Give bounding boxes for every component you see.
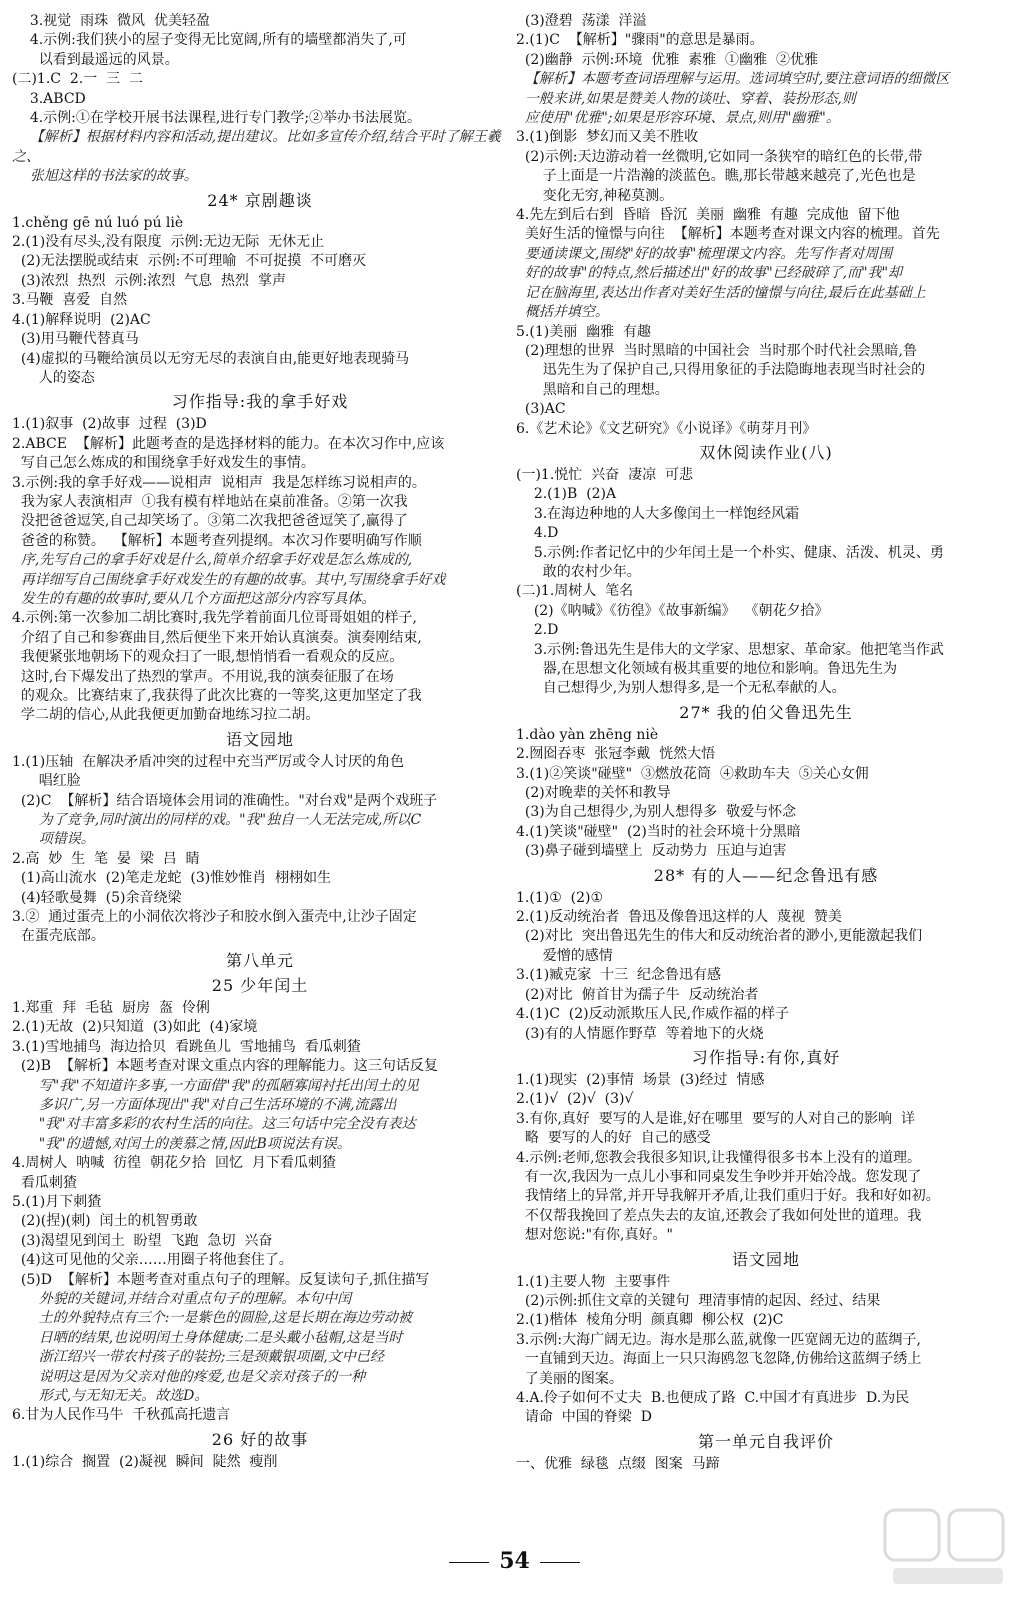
section-heading: 语文园地	[731, 1249, 800, 1269]
answer-line: (3)浓烈 热烈 示例:浓烈 气息 热烈 掌声	[12, 272, 286, 289]
answer-line: 6.《艺术论》《文艺研究》《小说译》《萌芽月刊》	[516, 420, 817, 437]
answer-line: (3)鼻子碰到墙壁上 反动势力 压迫与迫害	[516, 843, 787, 860]
answer-line: 迅先生为了保护自己,只得用象征的手法隐晦地表现当时社会的	[516, 362, 926, 379]
answer-line: 4.示例:老师,您教会我很多知识,让我懂得很多书本上没有的道理。	[516, 1149, 921, 1166]
section-heading: 第一单元自我评价	[697, 1431, 834, 1451]
answer-line: 2.ABCE 【解析】此题考查的是选择材料的能力。在本次习作中,应该	[12, 435, 445, 452]
section-heading: 25 少年闰土	[211, 975, 309, 995]
answer-line: (2)理想的世界 当时黑暗的中国社会 当时那个时代社会黑暗,鲁	[516, 342, 917, 359]
answer-line: (2)无法摆脱或结束 示例:不可理喻 不可捉摸 不可磨灭	[12, 253, 367, 270]
answer-line: (3)为自己想得少,为别人想得多 敬爱与怀念	[516, 804, 797, 821]
page-number-rule-left	[449, 1562, 489, 1563]
answer-line: (一)1.悦忙 兴奋 凄凉 可悲	[516, 466, 693, 483]
explanation-line: 好的故事"的特点,然后描述出"好的故事"已经破碎了,而"我"却	[516, 265, 903, 282]
explanation-line: 说明这是因为父亲对他的疼爱,也是父亲对孩子的一种	[12, 1368, 366, 1385]
explanation-line: "我"的遗憾,对闰土的羡慕之情,因此B项说法有误。	[12, 1135, 351, 1152]
answer-line: (2)C 【解析】结合语境体会用词的准确性。"对台戏"是两个戏班子	[12, 792, 438, 809]
answer-line: 3.② 通过蛋壳上的小洞依次将沙子和胶水倒入蛋壳中,让沙子固定	[12, 909, 417, 926]
answer-line: (2)(捏)(刺) 闰土的机智勇敢	[12, 1213, 198, 1230]
answer-line: 4.(1)笑谈"碰壁" (2)当时的社会环境十分黑暗	[516, 823, 801, 840]
answer-line: 2.(1)无故 (2)只知道 (3)如此 (4)家境	[12, 1019, 258, 1036]
answer-line: 4.先左到后右到 昏暗 昏沉 美丽 幽雅 有趣 完成他 留下他	[516, 207, 900, 224]
section-heading: 习作指导:我的拿手好戏	[171, 392, 349, 412]
answer-line: 子上面是一片浩瀚的淡蓝色。瞧,那长带越来越亮了,光色也是	[516, 168, 916, 185]
explanation-line: 为了竞争,同时演出的同样的戏。"我"独自一人无法完成,所以C	[12, 812, 422, 829]
answer-line: (4)虚拟的马鞭给演员以无穷无尽的表演自由,能更好地表现骑马	[12, 350, 410, 367]
answer-line: (4)轻歌曼舞 (5)余音绕梁	[12, 889, 182, 906]
answer-line: (3)AC	[516, 401, 566, 418]
answer-line: 5.示例:作者记忆中的少年闰土是一个朴实、健康、活泼、机灵、勇	[516, 544, 944, 561]
explanation-line: 形式,与无知无关。故选D。	[12, 1388, 209, 1404]
watermark-logo-icon	[879, 1502, 1019, 1592]
answer-line: (3)渴望见到闰土 盼望 飞跑 急切 兴奋	[12, 1232, 273, 1249]
answer-line: (2)幽静 示例:环境 优雅 素雅 ①幽雅 ②优雅	[516, 51, 818, 68]
answer-line: 1.(1)主要人物 主要事件	[516, 1273, 671, 1290]
page-number-rule-right	[540, 1562, 580, 1563]
answer-line: 黑暗和自己的理想。	[516, 381, 669, 398]
answer-line: 1.chěng gē nú luó pú liè	[12, 214, 184, 231]
explanation-line: 外貌的关键词,并结合对重点句子的理解。本句中闰	[12, 1290, 352, 1307]
section-heading: 双休阅读作业(八)	[699, 442, 833, 462]
answer-line: 2.囫囵吞枣 张冠李戴 恍然大悟	[516, 746, 716, 763]
left-column	[12, 12, 508, 1472]
answer-line: (3)澄碧 荡漾 洋溢	[516, 13, 647, 29]
answer-line: 1.dào yàn zhēng niè	[516, 726, 659, 743]
explanation-line: 再详细写自己围绕拿手好戏发生的有趣的故事。其中,写围绕拿手好戏	[12, 571, 446, 588]
answer-line: 4.(1)解释说明 (2)AC	[12, 311, 151, 328]
explanation-line: 土的外貌特点有三个:一是紫色的圆脸,这是长期在海边劳动被	[12, 1310, 412, 1327]
answer-line: 4.示例:第一次参加二胡比赛时,我先学着前面几位哥哥姐姐的样子,	[12, 610, 417, 627]
section-heading: 第八单元	[225, 950, 294, 970]
answer-line: (二)1.周树人 笔名	[516, 583, 634, 600]
answer-line: 6.甘为人民作马牛 千秋孤高托遗言	[12, 1407, 231, 1424]
answer-line: 以看到最遥远的风景。	[12, 51, 179, 68]
answer-line: 1.(1)压轴 在解决矛盾冲突的过程中充当严厉或令人讨厌的角色	[12, 753, 405, 770]
answer-line: 4.周树人 呐喊 彷徨 朝花夕拾 回忆 月下看瓜刺猹	[12, 1155, 336, 1172]
section-heading: 24* 京剧趣谈	[207, 190, 313, 210]
answer-line: 我为家人表演相声 ①我有模有样地站在桌前准备。②第一次我	[12, 493, 408, 510]
answer-line: 2.(1)楷体 棱角分明 颜真卿 柳公权 (2)C	[516, 1312, 784, 1329]
answer-line: (3)有的人情愿作野草 等着地下的火烧	[516, 1025, 764, 1042]
answer-line: 3.示例:大海广阔无边。海水是那么蓝,就像一匹宽阔无边的蓝绸子,	[516, 1331, 921, 1348]
answer-line: (2)对比 突出鲁迅先生的伟大和反动统治者的渺小,更能激起我们	[516, 928, 923, 945]
answer-line: 的观众。比赛结束了,我获得了此次比赛的一等奖,这更加坚定了我	[12, 688, 422, 704]
answer-line: 略 要写的人的好 自己的感受	[516, 1130, 711, 1147]
answer-line: 2.高 妙 生 笔 晏 梁 吕 睛	[12, 850, 200, 867]
answer-line: 我便紧张地朝场下的观众扫了一眼,想悄悄看一看观众的反应。	[12, 649, 404, 666]
answer-line: (二)1.C 2.一 三 二	[12, 71, 144, 88]
answer-line: 美好生活的憧憬与向往 【解析】本题考查对课文内容的梳理。首先	[516, 226, 940, 243]
explanation-line: 发生的有趣的故事时,要从几个方面把这部分内容写具体。	[12, 590, 376, 607]
answer-line: 2.(1)没有尽头,没有限度 示例:无边无际 无休无止	[12, 234, 325, 251]
answer-line: 有一次,我因为一点儿小事和同桌发生争吵并开始冷战。您发现了	[516, 1168, 922, 1185]
answer-line: 我情绪上的异常,并开导我解开矛盾,让我们重归于好。我和好如初。	[516, 1188, 940, 1205]
answer-line: 1.(1)现实 (2)事情 场景 (3)经过 情感	[516, 1071, 765, 1088]
answer-line: 1.(1)① (2)①	[516, 889, 604, 906]
answer-line: (2)《呐喊》《彷徨》《故事新编》 《朝花夕拾》	[516, 602, 829, 619]
answer-line: (3)用马鞭代替真马	[12, 331, 139, 348]
answer-line: 人的姿态	[12, 369, 95, 386]
answer-line: 2.(1)√ (2)√ (3)√	[516, 1091, 634, 1108]
answer-line: 3.(1)臧克家 十三 纪念鲁迅有感	[516, 967, 721, 984]
answer-line: (2)示例:天边游动着一丝微明,它如同一条狭窄的暗红色的长带,带	[516, 148, 923, 165]
answer-line: 1.(1)叙事 (2)故事 过程 (3)D	[12, 416, 207, 433]
answer-line: (1)高山流水 (2)笔走龙蛇 (3)惟妙惟肖 栩栩如生	[12, 870, 332, 887]
answer-line: 3.示例:鲁迅先生是伟大的文学家、思想家、革命家。他把笔当作武	[516, 641, 944, 658]
explanation-line: 概括并填空。	[516, 304, 609, 321]
answer-line: 爸爸的称赞。 【解析】本题考查列提纲。本次习作要明确写作顺	[12, 532, 422, 549]
answer-line: 2.(1)B (2)A	[516, 486, 617, 503]
answer-line: 这时,台下爆发出了热烈的掌声。不用说,我的演奏征服了在场	[12, 668, 394, 685]
section-heading: 28* 有的人——纪念鲁迅有感	[653, 865, 879, 885]
answer-line: 3.有你,真好 要写的人是谁,好在哪里 要写的人对自己的影响 详	[516, 1110, 915, 1127]
answer-line: 3.(1)雪地捕鸟 海边拾贝 看跳鱼儿 雪地捕鸟 看瓜刺猹	[12, 1038, 361, 1055]
answer-line: 3.马鞭 喜爱 自然	[12, 292, 128, 309]
explanation-line: 【解析】本题考查词语理解与运用。选词填空时,要注意词语的细微区	[516, 71, 950, 88]
answer-line: (4)这可见他的父亲……用圈子将他套住了。	[12, 1252, 293, 1269]
answer-line: 看瓜刺猹	[12, 1174, 77, 1191]
section-heading: 习作指导:有你,真好	[691, 1047, 841, 1067]
answer-line: 写自己怎么炼成的和围绕拿手好戏发生的事情。	[12, 455, 315, 472]
answer-line: 1.(1)综合 搁置 (2)凝视 瞬间 陡然 瘦削	[12, 1453, 278, 1470]
page-number	[0, 1548, 1029, 1574]
answer-line: 3.视觉 雨珠 微风 优美轻盈	[12, 13, 210, 29]
answer-line: 1.郑重 拜 毛毡 厨房 盔 伶俐	[12, 999, 210, 1016]
answer-line: 3.示例:我的拿手好戏——说相声 说相声 我是怎样练习说相声的。	[12, 474, 426, 491]
answer-line: 在蛋壳底部。	[12, 928, 105, 945]
answer-line: (2)对晚辈的关怀和教导	[516, 785, 671, 802]
answer-line: 介绍了自己和参赛曲目,然后便坐下来开始认真演奏。演奏刚结束,	[12, 629, 422, 646]
answer-line: 一、优雅 绿毯 点缀 图案 马蹄	[516, 1455, 720, 1472]
explanation-line: 日晒的结果,也说明闰土身体健康;二是头戴小毡帽,这是当时	[12, 1329, 403, 1346]
answer-line: 3.(1)②笑谈"碰壁" ③燃放花筒 ④救助车夫 ⑤关心女佣	[516, 765, 869, 782]
answer-line: 3.ABCD	[12, 90, 86, 107]
answer-line: (2)B 【解析】本题考查对课文重点内容的理解能力。这三句话反复	[12, 1058, 438, 1075]
explanation-line: 张旭这样的书法家的故事。	[12, 168, 198, 185]
page-number-text: 54	[499, 1548, 530, 1574]
right-column	[516, 12, 1016, 1474]
answer-line: 没把爸爸逗笑,自己却笑场了。③第二次我把爸爸逗笑了,赢得了	[12, 513, 408, 530]
answer-line: (2)示例:抓住文章的关键句 理清事情的起因、经过、结果	[516, 1292, 881, 1309]
section-heading: 27* 我的伯父鲁迅先生	[679, 702, 853, 722]
explanation-line: 多识广,另一方面体现出"我"对自己生活环境的不满,流露出	[12, 1096, 397, 1113]
answer-line: 3.(1)倒影 梦幻而又美不胜收	[516, 129, 699, 146]
answer-line: 4.A.伶子如何不丈夫 B.也便成了路 C.中国才有真进步 D.为民	[516, 1390, 910, 1406]
answer-line: 学二胡的信心,从此我便更加勤奋地练习拉二胡。	[12, 707, 320, 724]
answer-line: 唱红脸	[12, 773, 81, 790]
section-heading: 26 好的故事	[211, 1429, 309, 1449]
explanation-line: 浙江绍兴一带农村孩子的装扮;三是颈戴银项圈,文中已经	[12, 1349, 384, 1366]
answer-line: 5.(1)美丽 幽雅 有趣	[516, 323, 651, 340]
explanation-line: "我"对丰富多彩的农村生活的向往。这三句话中完全没有表达	[12, 1116, 416, 1133]
answer-line: 请命 中国的脊梁 D	[516, 1409, 652, 1426]
answer-line: 2.(1)反动统治者 鲁迅及像鲁迅这样的人 蔑视 赞美	[516, 909, 842, 926]
answer-line: 2.(1)C 【解析】"骤雨"的意思是暴雨。	[516, 32, 764, 49]
answer-line: 自己想得少,为别人想得多,是一个无私奉献的人。	[516, 680, 846, 697]
answer-line: 3.在海边种地的人大多像闰土一样饱经风霜	[516, 505, 800, 522]
answer-line: (5)D 【解析】本题考查对重点句子的理解。反复读句子,抓住描写	[12, 1271, 430, 1288]
explanation-line: 应使用"优雅";如果是形容环境、景点,则用"幽雅"。	[516, 110, 840, 127]
answer-line: 4.(1)C (2)反动派欺压人民,作威作福的样子	[516, 1006, 790, 1023]
explanation-line: 项错误。	[12, 831, 95, 848]
answer-line: 了美丽的图案。	[516, 1370, 623, 1387]
answer-line: 4.示例:我们狭小的屋子变得无比宽阔,所有的墙壁都消失了,可	[12, 32, 407, 49]
answer-line: 想对您说:"有你,真好。"	[516, 1227, 673, 1244]
answer-line: 不仅帮我挽回了差点失去的友谊,还教会了我如何处世的道理。我	[516, 1207, 922, 1224]
answer-line: 变化无穷,神秘莫测。	[516, 187, 674, 204]
answer-line: 一直铺到天边。海面上一只只海鸥忽飞忽降,仿佛给这蓝绸子绣上	[516, 1351, 922, 1368]
explanation-line: 序,先写自己的拿手好戏是什么,简单介绍拿手好戏是怎么炼成的,	[12, 552, 413, 569]
explanation-line: 写"我"不知道许多事,一方面借"我"的孤陋寡闻衬托出闰土的见	[12, 1077, 419, 1094]
answer-line: 敢的农村少年。	[516, 563, 641, 580]
explanation-line: 记在脑海里,表达出作者对美好生活的憧憬与向往,最后在此基础上	[516, 284, 926, 301]
answer-line: 4.D	[516, 525, 559, 542]
section-heading: 语文园地	[225, 729, 294, 749]
explanation-line: 要通读课文,围绕"好的故事"梳理课文内容。先写作者对周围	[516, 245, 893, 262]
answer-line: 2.D	[516, 622, 559, 639]
answer-line: 4.示例:①在学校开展书法课程,进行专门教学;②举办书法展览。	[12, 110, 422, 127]
answer-line: 5.(1)月下刺猹	[12, 1193, 102, 1210]
explanation-line: 一般来讲,如果是赞美人物的谈吐、穿着、装扮形态,则	[516, 90, 856, 107]
explanation-line: 【解析】根据材料内容和活动,提出建议。比如多宣传介绍,结合平时了解王羲之、	[12, 129, 501, 165]
answer-line: 爱憎的感情	[516, 947, 613, 964]
answer-line: 器,在思想文化领域有极其重要的地位和影响。鲁迅先生为	[516, 661, 898, 677]
answer-line: (2)对比 俯首甘为孺子牛 反动统治者	[516, 986, 759, 1003]
